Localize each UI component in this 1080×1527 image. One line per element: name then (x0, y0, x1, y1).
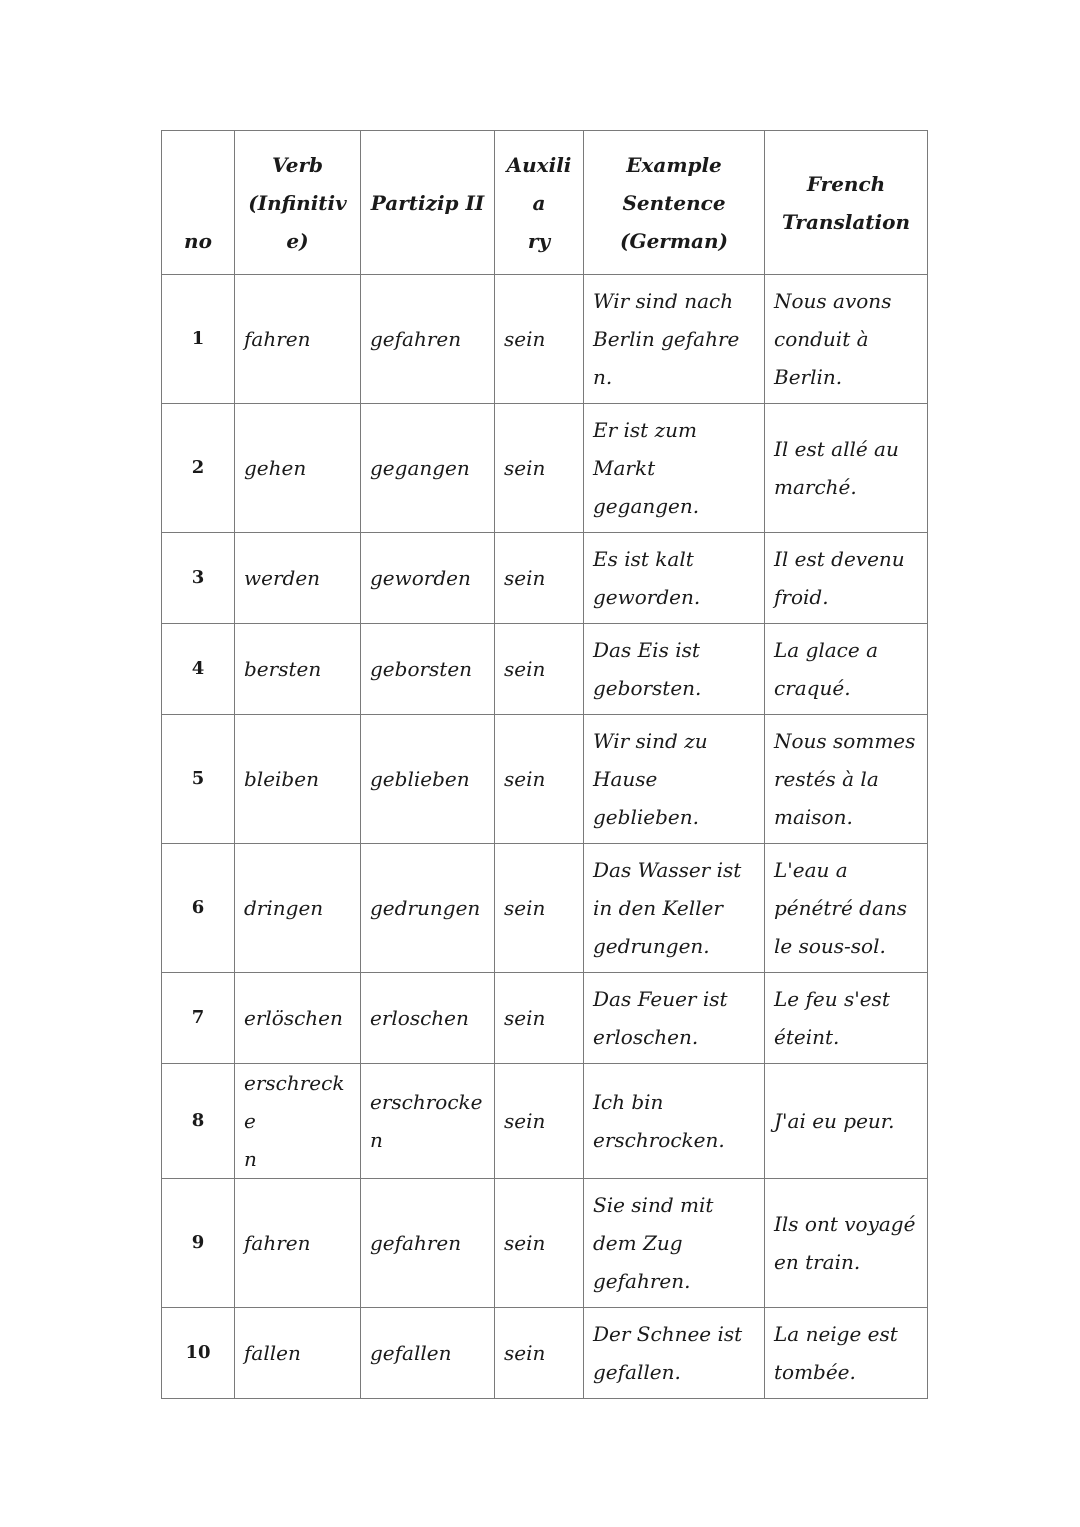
cell-no: 3 (162, 533, 235, 624)
cell-french: Il est allé au marché. (765, 404, 928, 533)
cell-verb: gehen (235, 404, 361, 533)
table-header-row (162, 131, 928, 275)
cell-partizip: geblieben (361, 715, 495, 844)
cell-example: Das Wasser ist in den Keller gedrungen. (584, 844, 765, 973)
cell-verb: fahren (235, 1179, 361, 1308)
cell-partizip: gegangen (361, 404, 495, 533)
table-row (162, 275, 928, 404)
cell-example: Der Schnee ist gefallen. (584, 1308, 765, 1399)
cell-french: Nous sommes restés à la maison. (765, 715, 928, 844)
verb-table (161, 130, 928, 1399)
cell-partizip: geworden (361, 533, 495, 624)
cell-example: Das Feuer ist erloschen. (584, 973, 765, 1064)
cell-aux: sein (495, 1308, 584, 1399)
cell-french: Le feu s'est éteint. (765, 973, 928, 1064)
table-row (162, 1308, 928, 1399)
cell-no: 4 (162, 624, 235, 715)
cell-french: Nous avons conduit à Berlin. (765, 275, 928, 404)
cell-no: 8 (162, 1064, 235, 1179)
cell-french: J'ai eu peur. (765, 1064, 928, 1179)
cell-french: L'eau a pénétré dans le sous-sol. (765, 844, 928, 973)
cell-example: Ich bin erschrocken. (584, 1064, 765, 1179)
cell-french: Il est devenu froid. (765, 533, 928, 624)
cell-no: 6 (162, 844, 235, 973)
cell-example: Er ist zum Markt gegangen. (584, 404, 765, 533)
table-row (162, 844, 928, 973)
cell-verb: fallen (235, 1308, 361, 1399)
cell-no: 9 (162, 1179, 235, 1308)
cell-aux: sein (495, 275, 584, 404)
header-no: no (162, 131, 235, 275)
header-example: Example Sentence (German) (584, 131, 765, 275)
cell-french: La neige est tombée. (765, 1308, 928, 1399)
cell-no: 10 (162, 1308, 235, 1399)
cell-aux: sein (495, 1064, 584, 1179)
cell-example: Wir sind zu Hause geblieben. (584, 715, 765, 844)
cell-example: Wir sind nach Berlin gefahren. (584, 275, 765, 404)
cell-no: 7 (162, 973, 235, 1064)
cell-partizip: erloschen (361, 973, 495, 1064)
cell-partizip: erschrocke n (361, 1064, 495, 1179)
cell-partizip: gefallen (361, 1308, 495, 1399)
cell-aux: sein (495, 624, 584, 715)
cell-verb: bersten (235, 624, 361, 715)
cell-aux: sein (495, 404, 584, 533)
header-verb: Verb (Infinitive) (235, 131, 361, 275)
cell-aux: sein (495, 533, 584, 624)
cell-french: Ils ont voyagé en train. (765, 1179, 928, 1308)
cell-verb: fahren (235, 275, 361, 404)
cell-verb: dringen (235, 844, 361, 973)
cell-partizip: geborsten (361, 624, 495, 715)
cell-example: Das Eis ist geborsten. (584, 624, 765, 715)
cell-no: 5 (162, 715, 235, 844)
cell-verb: werden (235, 533, 361, 624)
cell-verb: bleiben (235, 715, 361, 844)
header-partizip: Partizip II (361, 131, 495, 275)
table-row (162, 973, 928, 1064)
cell-aux: sein (495, 715, 584, 844)
table-row (162, 1064, 928, 1179)
table-row (162, 624, 928, 715)
cell-example: Sie sind mit dem Zug gefahren. (584, 1179, 765, 1308)
cell-no: 2 (162, 404, 235, 533)
cell-no: 1 (162, 275, 235, 404)
cell-verb: erschrecke n (235, 1064, 361, 1179)
cell-partizip: gefahren (361, 275, 495, 404)
cell-aux: sein (495, 973, 584, 1064)
cell-aux: sein (495, 1179, 584, 1308)
header-french: French Translation (765, 131, 928, 275)
table-row (162, 715, 928, 844)
header-auxiliary: Auxilia ry (495, 131, 584, 275)
cell-aux: sein (495, 844, 584, 973)
cell-partizip: gefahren (361, 1179, 495, 1308)
cell-partizip: gedrungen (361, 844, 495, 973)
table-row (162, 404, 928, 533)
cell-verb: erlöschen (235, 973, 361, 1064)
cell-french: La glace a craqué. (765, 624, 928, 715)
table-row (162, 1179, 928, 1308)
cell-example: Es ist kalt geworden. (584, 533, 765, 624)
table-row (162, 533, 928, 624)
